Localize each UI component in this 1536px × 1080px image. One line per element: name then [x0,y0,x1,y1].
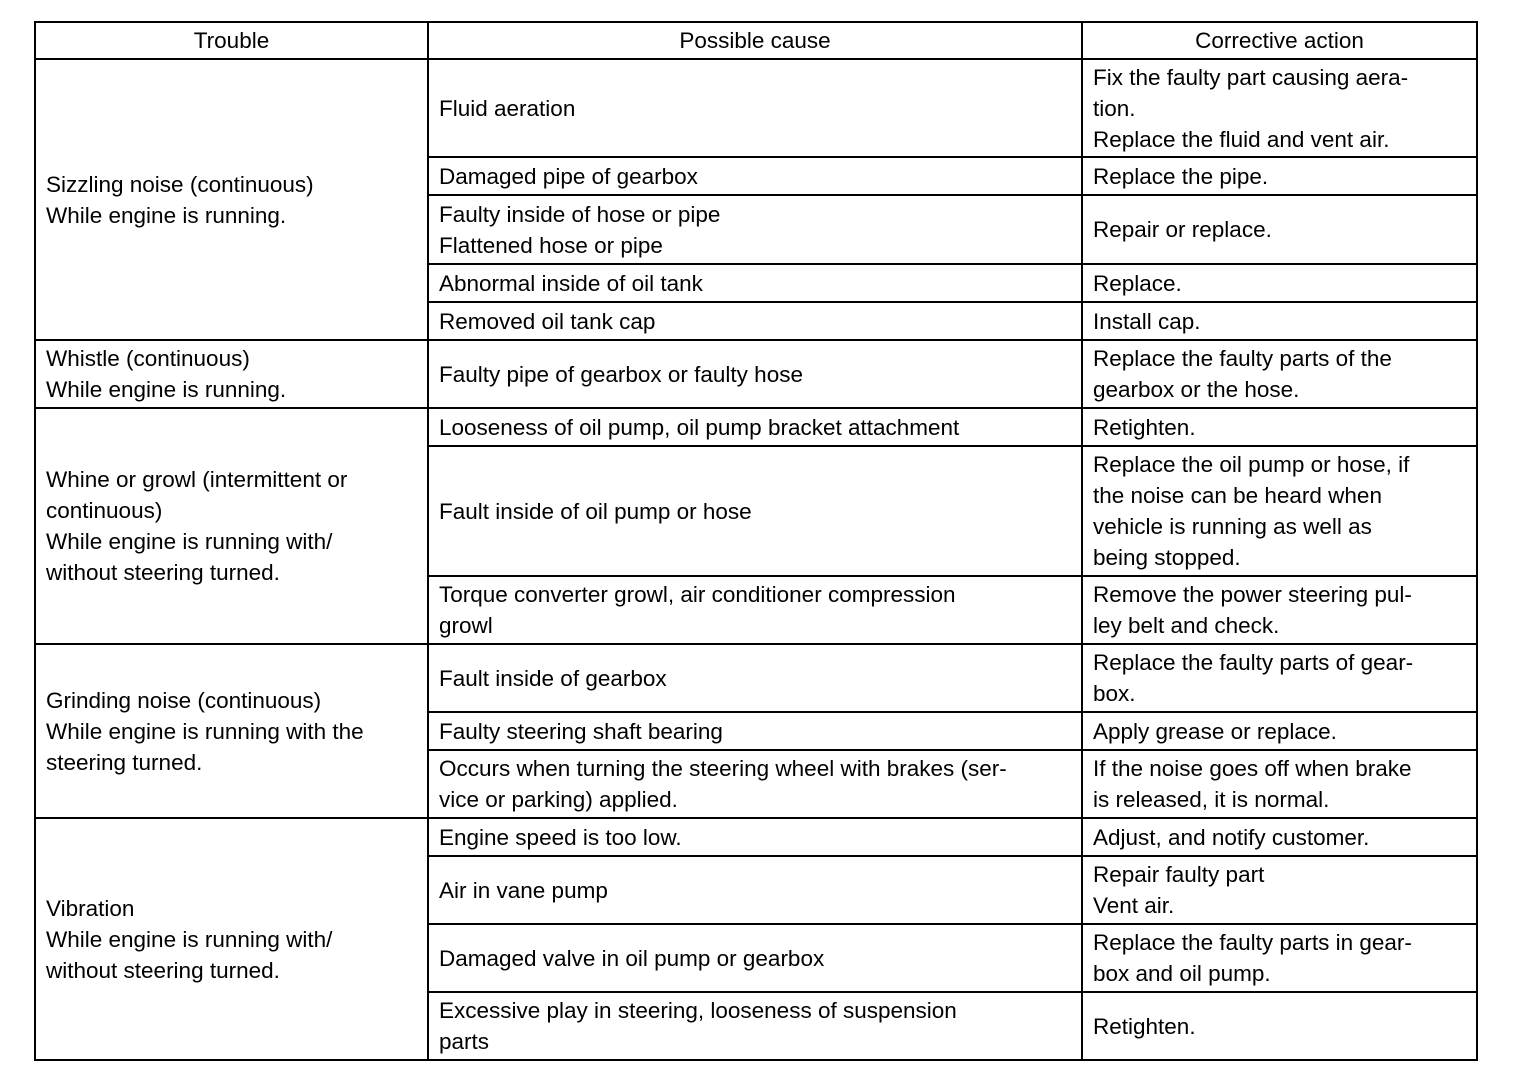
cause-cell [428,712,1082,750]
cell-line: without steering turned. [46,957,280,983]
cell-line: Faulty steering shaft bearing [439,718,723,744]
cell-line: While engine is running. [46,202,287,228]
cause-cell [428,264,1082,302]
cell-line: Faulty inside of hose or pipe [439,201,721,227]
action-cell [1082,576,1477,644]
cell-line: Looseness of oil pump, oil pump bracket attachment [439,414,960,440]
cell-line: Fluid aeration [439,95,576,121]
troubleshooting-table [34,21,1478,1061]
cell-line: parts [439,1029,490,1054]
cell-line: gearbox or the hose. [1093,377,1300,402]
header-corrective-action: Corrective action [1082,22,1477,59]
table-header [35,22,1477,59]
cell-line: Air in vane pump [439,877,608,903]
action-cell [1082,644,1477,712]
action-cell [1082,408,1477,446]
cell-line: Engine speed is too low. [439,824,682,850]
cell-line: Vibration [46,895,135,921]
cell-line: While engine is running with/ [46,529,333,554]
cause-cell [428,576,1082,644]
trouble-cell [35,644,428,818]
cell-line: Replace the faulty parts of the [1093,346,1392,371]
table-row [35,340,1477,408]
cell-line: tion. [1093,95,1136,121]
trouble-cell [35,59,428,340]
action-cell [1082,59,1477,157]
cause-cell [428,195,1082,264]
cell-line: Flattened hose or pipe [439,232,663,258]
cell-line: Excessive play in steering, looseness of suspension [439,998,957,1023]
cell-line: Fault inside of oil pump or hose [439,498,752,524]
action-cell [1082,924,1477,992]
cell-line: Removed oil tank cap [439,308,656,334]
action-cell [1082,750,1477,818]
action-cell [1082,818,1477,856]
cell-line: Replace the faulty parts of gear- [1093,650,1414,675]
action-cell [1082,446,1477,576]
cause-cell [428,408,1082,446]
cell-line: vehicle is running as well as [1093,514,1372,539]
cell-line: growl [439,613,493,638]
table-body [35,59,1477,1060]
header-possible-cause: Possible cause [428,22,1082,59]
cell-line: Fault inside of gearbox [439,665,667,691]
cell-line: ley belt and check. [1093,613,1280,638]
cell-line: Sizzling noise (continuous) [46,171,314,197]
action-cell [1082,264,1477,302]
cause-cell [428,157,1082,195]
cell-line: Replace the faulty parts in gear- [1093,930,1412,955]
action-cell [1082,195,1477,264]
cause-cell [428,644,1082,712]
cause-cell [428,340,1082,408]
cell-line: Repair faulty part [1093,862,1265,887]
cause-cell [428,59,1082,157]
action-cell [1082,157,1477,195]
cell-line: Retighten. [1093,1013,1196,1039]
cell-line: Vent air. [1093,893,1175,918]
cause-cell [428,302,1082,340]
header-row [35,22,1477,59]
cell-line: Damaged pipe of gearbox [439,163,698,189]
cell-line: Whistle (continuous) [46,346,250,371]
cell-line: Remove the power steering pul- [1093,582,1412,607]
cause-cell [428,818,1082,856]
cell-line: While engine is running with/ [46,926,333,952]
cell-line: Abnormal inside of oil tank [439,270,703,296]
cell-line: continuous) [46,498,163,523]
header-trouble: Trouble [35,22,428,59]
cause-cell [428,924,1082,992]
cell-line: the noise can be heard when [1093,483,1382,508]
cell-line: being stopped. [1093,545,1241,570]
trouble-cell [35,340,428,408]
action-cell [1082,992,1477,1060]
action-cell [1082,856,1477,924]
cell-line: Grinding noise (continuous) [46,687,322,713]
cell-line: Retighten. [1093,414,1196,440]
cell-line: is released, it is normal. [1093,787,1330,812]
cell-line: Replace the oil pump or hose, if [1093,452,1410,477]
table-row [35,818,1477,856]
cell-line: without steering turned. [46,560,280,585]
cell-line: While engine is running. [46,377,287,402]
cell-line: Replace the pipe. [1093,163,1269,189]
cell-line: While engine is running with the [46,718,364,744]
action-cell [1082,340,1477,408]
trouble-cell [35,408,428,644]
cell-line: Replace. [1093,270,1182,296]
cause-cell [428,750,1082,818]
cell-line: Whine or growl (intermittent or [46,467,348,492]
cell-line: box and oil pump. [1093,961,1271,986]
table-row [35,644,1477,712]
cell-line: Torque converter growl, air conditioner compression [439,582,956,607]
cell-line: Occurs when turning the steering wheel with brakes (ser- [439,756,1007,781]
cell-line: vice or parking) applied. [439,787,678,812]
action-cell [1082,712,1477,750]
cell-line: Replace the fluid and vent air. [1093,126,1390,152]
cause-cell [428,856,1082,924]
cell-line: Adjust, and notify customer. [1093,824,1370,850]
trouble-cell [35,818,428,1060]
cell-line: Faulty pipe of gearbox or faulty hose [439,361,803,387]
cell-line: If the noise goes off when brake [1093,756,1412,781]
action-cell [1082,302,1477,340]
cell-line: Damaged valve in oil pump or gearbox [439,945,825,971]
cell-line: Fix the faulty part causing aera- [1093,64,1409,90]
table-row [35,408,1477,446]
table-row [35,59,1477,157]
cell-line: Install cap. [1093,308,1201,334]
cell-line: Apply grease or replace. [1093,718,1337,744]
cell-line: Repair or replace. [1093,217,1272,242]
cause-cell [428,446,1082,576]
cause-cell [428,992,1082,1060]
cell-line: box. [1093,681,1136,706]
cell-line: steering turned. [46,749,203,775]
